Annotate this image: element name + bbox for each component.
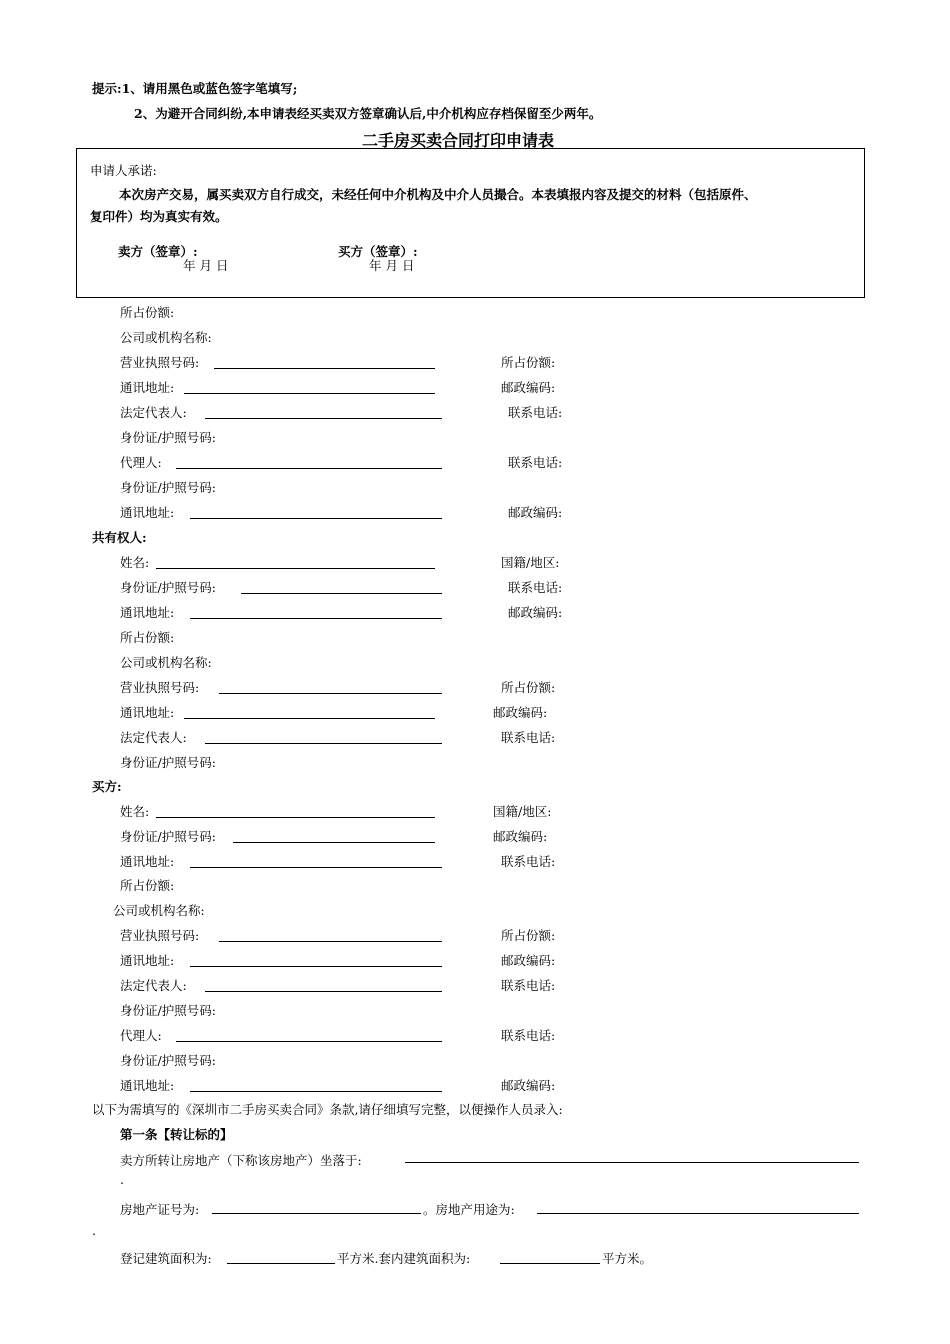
location-label: 卖方所转让房地产（下称该房地产）坐落于: [120, 1153, 362, 1168]
seller-share-label: 所占份额: [120, 305, 175, 320]
reg-area-field[interactable] [227, 1263, 335, 1264]
buyer-phone-label: 联系电话: [501, 854, 556, 869]
co-owner-name-field[interactable] [156, 568, 435, 569]
tip-line-2: 2、为避开合同纠纷,本申请表经买卖双方签章确认后,中介机构应存档保留至少两年。 [134, 106, 602, 121]
co-owner-legal-rep-label: 法定代表人: [120, 730, 187, 745]
seller-legal-rep-label: 法定代表人: [120, 405, 187, 420]
buyer-id-field[interactable] [233, 842, 435, 843]
seller-agent-postcode-label: 邮政编码: [508, 505, 563, 520]
co-owner-phone-label: 联系电话: [508, 580, 563, 595]
co-owner-legal-rep-field[interactable] [205, 743, 442, 744]
tip-line-1: 提示:1、请用黑色或蓝色签字笔填写; [92, 81, 298, 96]
buyer-agent-postcode-label: 邮政编码: [501, 1078, 556, 1093]
inner-area-label: 平方米.套内建筑面积为: [337, 1251, 471, 1266]
buyer-legal-rep-label: 法定代表人: [120, 978, 187, 993]
buyer-legal-rep-field[interactable] [205, 991, 442, 992]
seller-company-address-field[interactable] [184, 393, 435, 394]
location-field[interactable] [405, 1162, 859, 1163]
sqm-end-label: 平方米。 [602, 1251, 653, 1266]
usage-dot: . [92, 1223, 96, 1238]
co-owner-postcode-label: 邮政编码: [508, 605, 563, 620]
seller-company-share-label: 所占份额: [501, 355, 556, 370]
buyer-company-label: 公司或机构名称: [113, 903, 205, 918]
buyer-heading: 买方: [92, 779, 122, 794]
seller-agent-id-label: 身份证/护照号码: [120, 480, 216, 495]
co-owner-address-label: 通讯地址: [120, 605, 175, 620]
buyer-name-label: 姓名: [120, 804, 150, 819]
co-owner-company-address-label: 通讯地址: [120, 705, 175, 720]
buyer-agent-address-label: 通讯地址: [120, 1078, 175, 1093]
buyer-address-field[interactable] [190, 867, 442, 868]
pledge-body-2: 复印件）均为真实有效。 [90, 209, 228, 224]
page-title: 二手房买卖合同打印申请表 [362, 131, 555, 150]
seller-agent-address-label: 通讯地址: [120, 505, 175, 520]
buyer-agent-phone-label: 联系电话: [501, 1028, 556, 1043]
seller-agent-field[interactable] [176, 468, 442, 469]
co-owner-heading: 共有权人: [92, 530, 147, 545]
buyer-company-share-label: 所占份额: [501, 928, 556, 943]
co-owner-company-address-field[interactable] [184, 718, 435, 719]
seller-license-label: 营业执照号码: [120, 355, 200, 370]
buyer-sign-label: 买方（签章）: [338, 244, 418, 259]
co-owner-id-label: 身份证/护照号码: [120, 580, 216, 595]
buyer-agent-field[interactable] [176, 1041, 442, 1042]
buyer-company-postcode-label: 邮政编码: [501, 953, 556, 968]
buyer-company-address-label: 通讯地址: [120, 953, 175, 968]
seller-sign-label: 卖方（签章）: [118, 244, 198, 259]
co-owner-nationality-label: 国籍/地区: [501, 555, 560, 570]
seller-company-address-label: 通讯地址: [120, 380, 175, 395]
co-owner-company-postcode-label: 邮政编码: [493, 705, 548, 720]
location-dot: . [120, 1172, 124, 1187]
buyer-nationality-label: 国籍/地区: [493, 804, 552, 819]
co-owner-share-label: 所占份额: [120, 630, 175, 645]
buyer-sign-date: 年 月 日 [369, 258, 415, 273]
buyer-name-field[interactable] [156, 817, 435, 818]
seller-legal-rep-id-label: 身份证/护照号码: [120, 430, 216, 445]
co-owner-legal-rep-phone-label: 联系电话: [501, 730, 556, 745]
co-owner-company-share-label: 所占份额: [501, 680, 556, 695]
buyer-address-label: 通讯地址: [120, 854, 175, 869]
seller-agent-phone-label: 联系电话: [508, 455, 563, 470]
seller-license-field[interactable] [214, 368, 435, 369]
co-owner-legal-rep-id-label: 身份证/护照号码: [120, 755, 216, 770]
seller-company-label: 公司或机构名称: [120, 330, 212, 345]
buyer-company-address-field[interactable] [190, 966, 442, 967]
co-owner-name-label: 姓名: [120, 555, 150, 570]
seller-sign-date: 年 月 日 [183, 258, 229, 273]
contract-intro: 以下为需填写的《深圳市二手房买卖合同》条款,请仔细填写完整，以便操作人员录入: [92, 1102, 563, 1117]
co-owner-company-label: 公司或机构名称: [120, 655, 212, 670]
buyer-id-label: 身份证/护照号码: [120, 829, 216, 844]
buyer-share-label: 所占份额: [120, 878, 175, 893]
cert-no-label: 房地产证号为: [120, 1202, 200, 1217]
co-owner-license-field[interactable] [219, 693, 442, 694]
usage-label: 。房地产用途为: [423, 1202, 515, 1217]
cert-no-field[interactable] [212, 1213, 421, 1214]
seller-agent-label: 代理人: [120, 455, 162, 470]
inner-area-field[interactable] [500, 1263, 600, 1264]
buyer-postcode-label-1: 邮政编码: [493, 829, 548, 844]
buyer-license-label: 营业执照号码: [120, 928, 200, 943]
buyer-legal-rep-phone-label: 联系电话: [501, 978, 556, 993]
buyer-license-field[interactable] [219, 941, 442, 942]
seller-company-postcode-label: 邮政编码: [501, 380, 556, 395]
seller-legal-rep-phone-label: 联系电话: [508, 405, 563, 420]
article-1-heading: 第一条【转让标的】 [120, 1127, 233, 1142]
co-owner-id-field[interactable] [241, 593, 442, 594]
buyer-agent-label: 代理人: [120, 1028, 162, 1043]
seller-agent-address-field[interactable] [190, 518, 442, 519]
reg-area-label: 登记建筑面积为: [120, 1251, 212, 1266]
buyer-agent-id-label: 身份证/护照号码: [120, 1053, 216, 1068]
usage-field[interactable] [537, 1213, 859, 1214]
pledge-body-1: 本次房产交易，属买卖双方自行成交，未经任何中介机构及中介人员撮合。本表填报内容及提交的材料（包括原件、 [119, 187, 757, 202]
buyer-legal-rep-id-label: 身份证/护照号码: [120, 1003, 216, 1018]
buyer-agent-address-field[interactable] [190, 1091, 442, 1092]
co-owner-license-label: 营业执照号码: [120, 680, 200, 695]
seller-legal-rep-field[interactable] [205, 418, 442, 419]
co-owner-address-field[interactable] [190, 618, 442, 619]
pledge-heading: 申请人承诺: [90, 163, 157, 178]
